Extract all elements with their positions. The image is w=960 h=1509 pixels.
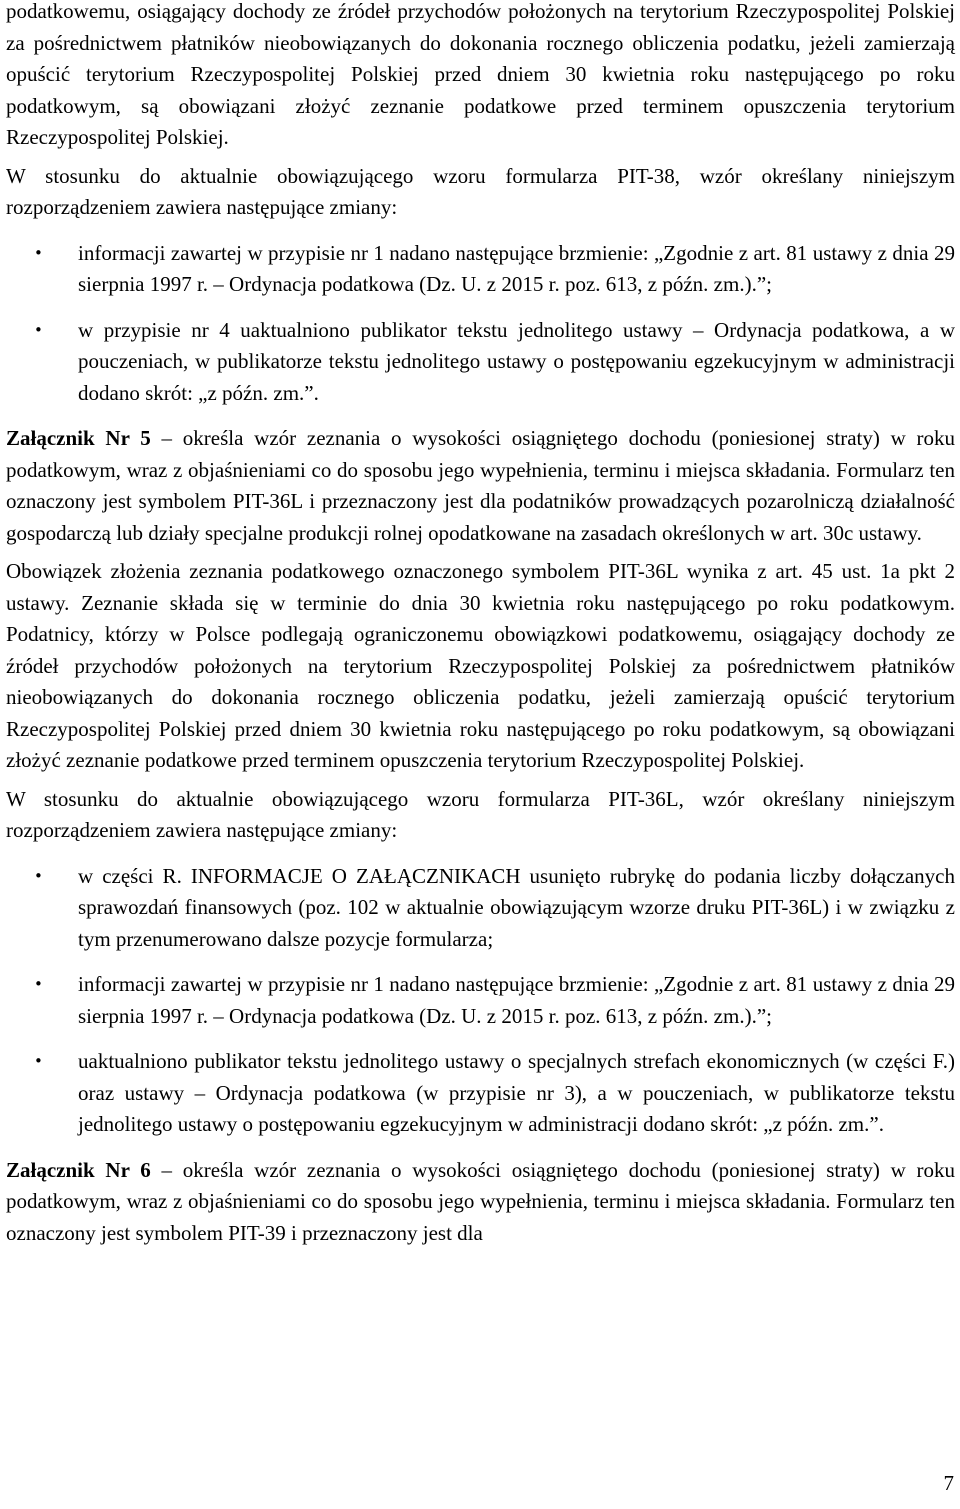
paragraph-pit38-changes-intro: W stosunku do aktualnie obowiązującego wzoru formularza PIT-38, wzór określany niniejszym rozporządzeniem zawiera następujące zmiany: xyxy=(6,163,955,219)
list-item: • informacji zawartej w przypisie nr 1 nadano następujące brzmienie: „Zgodnie z art. 81 ustawy z dnia 29 sierpnia 1997 r. – Ordynacja podatkowa (Dz. U. z 2015 r. poz. 613, z późn. zm.).”; xyxy=(6,238,955,301)
list-item: • uaktualniono publikator tekstu jednolitego ustawy o specjalnych strefach ekonomicznych (w części F.) oraz ustawy – Ordynacja podatkowa (w przypisie nr 3), a w pouczeniach, w publikatorze tekstu jednolitego ustawy o postępowaniu egzekucyjnym w administracji dodano skrót: „z późn. zm.”. xyxy=(6,1046,955,1141)
paragraph-pit36l-changes-intro: W stosunku do aktualnie obowiązującego wzoru formularza PIT-36L, wzór określany niniejszym rozporządzeniem zawiera następujące zmiany: xyxy=(6,786,955,842)
pit36l-changes-list xyxy=(6,861,955,1141)
list-item: • w części R. INFORMACJE O ZAŁĄCZNIKACH usunięto rubrykę do podania liczby dołączanych sprawozdań finansowych (poz. 102 w aktualnie obowiązującym wzorze druku PIT-36L) i w związku z tym przenumerowano dalsze pozycje formularza; xyxy=(6,861,955,956)
attachment-6-heading: Załącznik Nr 6 xyxy=(6,1157,151,1182)
paragraph-pit36l-obligation: Obowiązek złożenia zeznania podatkowego oznaczonego symbolem PIT-36L wynika z art. 45 ust. 1a pkt 2 ustawy. Zeznanie składa się w terminie do dnia 30 kwietnia roku następującego po roku podatkowym. Podatnicy, którzy w Polsce podlegają ograniczonemu obowiązkowi podatkowemu, osiągający dochody ze źródeł przychodów położonych na terytorium Rzeczypospolitej Polskiej za pośrednictwem płatników nieobowiązanych do dokonania rocznego obliczenia podatku, jeżeli zamierzają opuścić terytorium Rzeczypospolitej Polskiej przed dniem 30 kwietnia roku następującego po roku podatkowym, są obowiązani złożyć zeznanie podatkowe przed terminem opuszczenia terytorium Rzeczypospolitej Polskiej. xyxy=(6,559,955,772)
list-item: • w przypisie nr 4 uaktualniono publikator tekstu jednolitego ustawy – Ordynacja podatkowa, a w pouczeniach, w publikatorze tekstu jednolitego ustawy o postępowaniu egzekucyjnym w administracji dodano skrót: „z późn. zm.”. xyxy=(6,315,955,410)
attachment-5-text: – określa wzór zeznania o wysokości osiągniętego dochodu (poniesionej straty) w roku podatkowym, wraz z objaśnieniami co do sposobu jego wypełnienia, terminu i miejsca składania. Formularz ten oznaczony jest symbolem PIT-36L i przeznaczony jest dla podatników prowadzących pozarolniczą działalność gospodarczą lub działy specjalne produkcji rolnej opodatkowane na zasadach określonych w art. 30c ustawy. xyxy=(6,426,955,545)
list-item: • informacji zawartej w przypisie nr 1 nadano następujące brzmienie: „Zgodnie z art. 81 ustawy z dnia 29 sierpnia 1997 r. – Ordynacja podatkowa (Dz. U. z 2015 r. poz. 613, z późn. zm.).”; xyxy=(6,969,955,1032)
page-number: 7 xyxy=(943,1471,954,1495)
paragraph-attachment-5 xyxy=(6,423,955,549)
paragraph-attachment-6 xyxy=(6,1155,955,1250)
attachment-5-heading: Załącznik Nr 5 xyxy=(6,426,151,450)
attachment-6-text: – określa wzór zeznania o wysokości osiągniętego dochodu (poniesionej straty) w roku podatkowym, wraz z objaśnieniami co do sposobu jego wypełnienia, terminu i miejsca składania. Formularz ten oznaczony jest symbolem PIT-39 i przeznaczony jest dla xyxy=(6,1157,955,1245)
pit38-changes-list xyxy=(6,238,955,410)
document-page xyxy=(6,0,955,1249)
paragraph-continuation: podatkowemu, osiągający dochody ze źródeł przychodów położonych na terytorium Rzeczypospolitej Polskiej za pośrednictwem płatników nieobowiązanych do dokonania rocznego obliczenia podatku, jeżeli zamierzają opuścić terytorium Rzeczypospolitej Polskiej przed dniem 30 kwietnia roku następującego po roku podatkowym, są obowiązani złożyć zeznanie podatkowe przed terminem opuszczenia terytorium Rzeczypospolitej Polskiej. xyxy=(6,0,955,149)
